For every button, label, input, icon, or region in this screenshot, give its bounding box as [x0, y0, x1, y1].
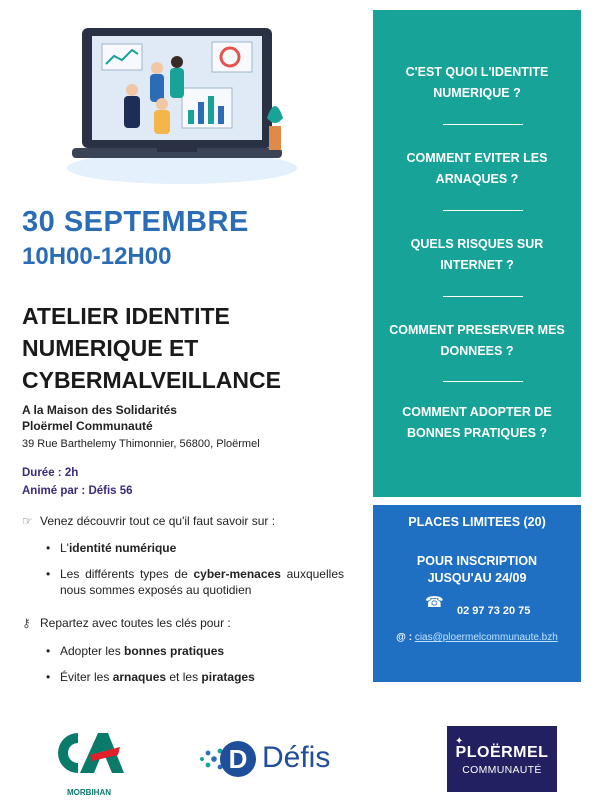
host: Animé par : Défis 56: [22, 485, 133, 497]
inscription-line2: JUSQU'AU 24/09: [427, 571, 527, 585]
item-bold: piratages: [201, 670, 255, 684]
ca-subtitle: MORBIHAN: [67, 788, 111, 797]
list-item: [22, 669, 344, 685]
pc-line2: COMMUNAUTÉ: [462, 764, 542, 776]
duration: Durée : 2h: [22, 467, 79, 479]
defis-logo: [196, 737, 356, 781]
section2-list: [22, 643, 344, 695]
inscription-line1: POUR INSCRIPTION: [416, 554, 538, 568]
divider: [443, 381, 523, 382]
event-time: 10H00-12H00: [22, 243, 172, 270]
section1-intro-text: Venez découvrir tout ce qu'il faut savoir sur :: [40, 514, 276, 528]
section1-intro: [22, 514, 275, 528]
ca-mark: [50, 725, 128, 781]
laptop-illustration: [62, 18, 302, 188]
item-text: Adopter les: [60, 644, 125, 658]
question-data: COMMENT PRESERVER MES DONNEES ?: [389, 323, 565, 358]
item-bold: bonnes pratiques: [124, 644, 225, 658]
defis-mark: [196, 737, 256, 781]
credit-agricole-logo: [50, 725, 128, 795]
address: 39 Rue Barthelemy Thimonnier, 56800, Ploërmel: [22, 438, 260, 450]
item-bold: identité numérique: [68, 541, 177, 555]
item-text: Éviter les: [60, 670, 113, 684]
question-scams: COMMENT EVITER LES ARNAQUES ?: [406, 151, 548, 186]
divider: [443, 210, 523, 211]
email-line: [373, 632, 581, 643]
venue-line2: Ploërmel Communauté: [22, 419, 153, 433]
list-item: [22, 643, 344, 659]
divider: [443, 296, 523, 297]
venue-line1: A la Maison des Solidarités: [22, 403, 177, 417]
places-limited: PLACES LIMITEES (20): [408, 515, 546, 529]
item-bold: arnaques: [112, 670, 167, 684]
key-icon: ⚷: [22, 616, 31, 630]
event-meta: [22, 464, 133, 500]
questions-panel: [373, 10, 581, 497]
inscription-deadline: [373, 553, 581, 587]
question-identity: C'EST QUOI L'IDENTITE NUMERIQUE ?: [405, 65, 549, 100]
item-bold: cyber-menaces: [193, 567, 281, 581]
question-practices: COMMENT ADOPTER DE BONNES PRATIQUES ?: [402, 405, 552, 440]
pc-line1: PLOËRMEL: [455, 744, 549, 761]
section2-intro: [22, 616, 231, 630]
svg-text:D: D: [228, 744, 248, 774]
section1-list: [22, 540, 344, 608]
section2-intro-text: Repartez avec toutes les clés pour :: [40, 616, 231, 630]
sparkle-icon: ✦: [455, 736, 464, 747]
divider: [443, 124, 523, 125]
event-title: ATELIER IDENTITE NUMERIQUE ET CYBERMALVEILLANCE: [22, 303, 281, 393]
pointing-hand-icon: ☞: [22, 514, 33, 528]
list-item: [22, 566, 344, 598]
email-link[interactable]: cias@ploermelcommunaute.bzh: [414, 632, 558, 643]
item-text: et les: [166, 670, 202, 684]
phone-icon: ☎: [425, 594, 444, 611]
item-text: Les différents types de: [60, 567, 194, 581]
question-risks: QUELS RISQUES SUR INTERNET ?: [410, 237, 544, 272]
registration-panel: [373, 505, 581, 682]
venue: [22, 402, 177, 434]
email-prefix: @ :: [396, 632, 413, 643]
event-date: 30 SEPTEMBRE: [22, 206, 249, 238]
ploermel-communaute-logo: [447, 726, 557, 792]
item-text: L': [60, 541, 69, 555]
item-text: auxquelles nous sommes exposés au quotidien: [60, 567, 344, 597]
defis-name: Défis: [262, 741, 331, 774]
list-item: [22, 540, 344, 556]
phone-number[interactable]: 02 97 73 20 75: [457, 605, 531, 617]
